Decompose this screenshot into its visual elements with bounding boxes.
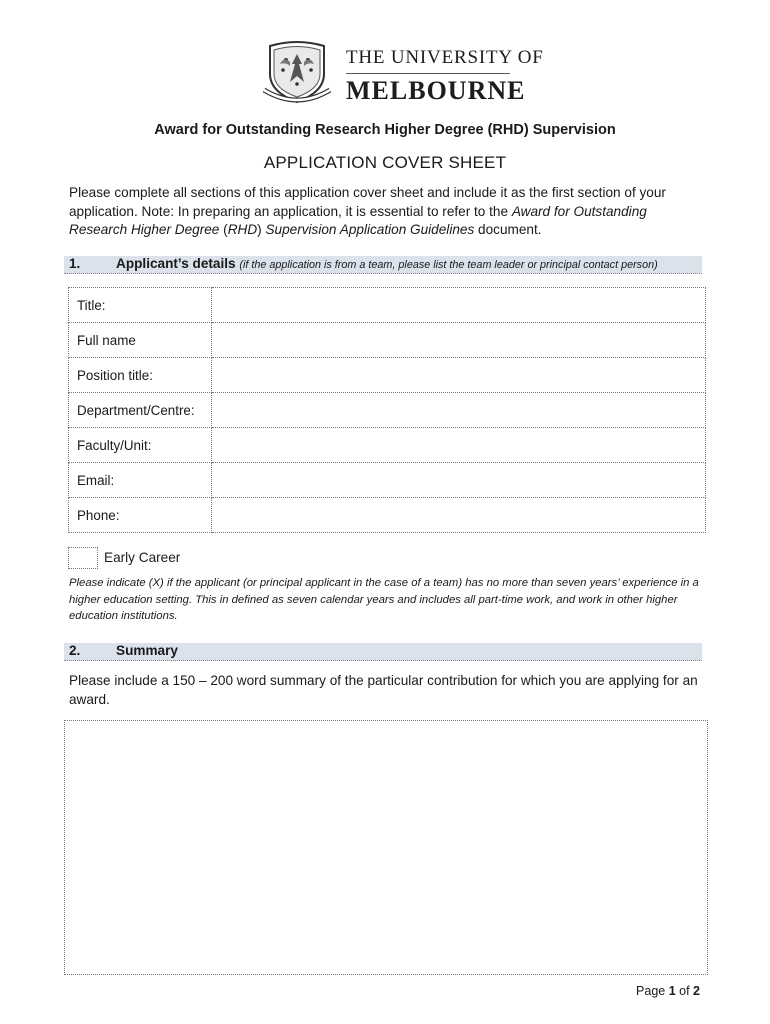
field-label-email: Email:: [69, 463, 212, 498]
position-title-field[interactable]: [211, 358, 705, 393]
guidelines-title-part1: Award for Outstanding Research Higher Degree: [69, 203, 647, 237]
field-label-title: Title:: [69, 288, 212, 323]
section-2-header: [64, 643, 702, 661]
field-label-faculty: Faculty/Unit:: [69, 428, 212, 463]
table-row: [69, 358, 706, 393]
applicant-details-table: [68, 287, 706, 533]
page-title: APPLICATION COVER SHEET: [263, 153, 507, 172]
section-1-label: [116, 256, 658, 271]
table-row: [69, 463, 706, 498]
intro-text-end: document.: [474, 222, 542, 237]
field-label-phone: Phone:: [69, 498, 212, 533]
early-career-note: Please indicate (X) if the applicant (or principal applicant in the case of a team) has no more than seven years’ experience in a higher education setting. This in defined as seven calendar years and includes all part-time work, and work in other higher education institutions.: [69, 577, 699, 622]
table-row: [69, 288, 706, 323]
full-name-field[interactable]: [211, 323, 705, 358]
section-1-title: Applicant’s details: [116, 256, 236, 271]
phone-field[interactable]: [211, 498, 705, 533]
logo-text-line1: THE UNIVERSITY OF: [346, 47, 544, 68]
faculty-field[interactable]: [211, 428, 705, 463]
paren-close: ): [257, 222, 266, 237]
guidelines-title-part2: RHD: [227, 222, 258, 237]
section-2-number: 2.: [69, 643, 81, 658]
guidelines-title-part3: Supervision Application Guidelines: [265, 222, 475, 237]
table-row: [69, 393, 706, 428]
university-crest-icon: [262, 40, 332, 106]
intro-text: Please complete all sections of this application cover sheet and include it as the first section of your application. Note: In preparing an application, it is essential to refer to the: [69, 185, 666, 219]
intro-paragraph: [69, 184, 701, 240]
department-field[interactable]: [211, 393, 705, 428]
logo-text-line2: MELBOURNE: [346, 76, 526, 105]
page-prefix: Page: [636, 984, 669, 998]
section-1-note: (if the application is from a team, please list the team leader or principal contact person): [239, 259, 658, 271]
section-1-number: 1.: [69, 256, 81, 271]
table-row: [69, 323, 706, 358]
page-of: of: [675, 984, 694, 998]
title-field[interactable]: [211, 288, 705, 323]
field-label-department: Department/Centre:: [69, 393, 212, 428]
page-number: [636, 984, 700, 998]
paren-open: (: [219, 222, 228, 237]
summary-instructions: Please include a 150 – 200 word summary of the particular contribution for which you are applying for an award.: [69, 673, 698, 707]
early-career-checkbox[interactable]: [68, 547, 98, 569]
early-career-label: Early Career: [104, 550, 181, 565]
section-1-header: [64, 256, 702, 274]
award-title: Award for Outstanding Research Higher Degree (RHD) Supervision: [154, 122, 616, 138]
table-row: [69, 428, 706, 463]
page-current: 1: [668, 984, 676, 998]
university-logo: [262, 40, 544, 108]
table-row: [69, 498, 706, 533]
field-label-full-name: Full name: [69, 323, 212, 358]
page-total: 2: [693, 984, 700, 998]
logo-divider: [346, 73, 510, 74]
summary-textarea[interactable]: [64, 720, 708, 975]
field-label-position-title: Position title:: [69, 358, 212, 393]
email-field[interactable]: [211, 463, 705, 498]
section-2-title: Summary: [116, 643, 178, 658]
